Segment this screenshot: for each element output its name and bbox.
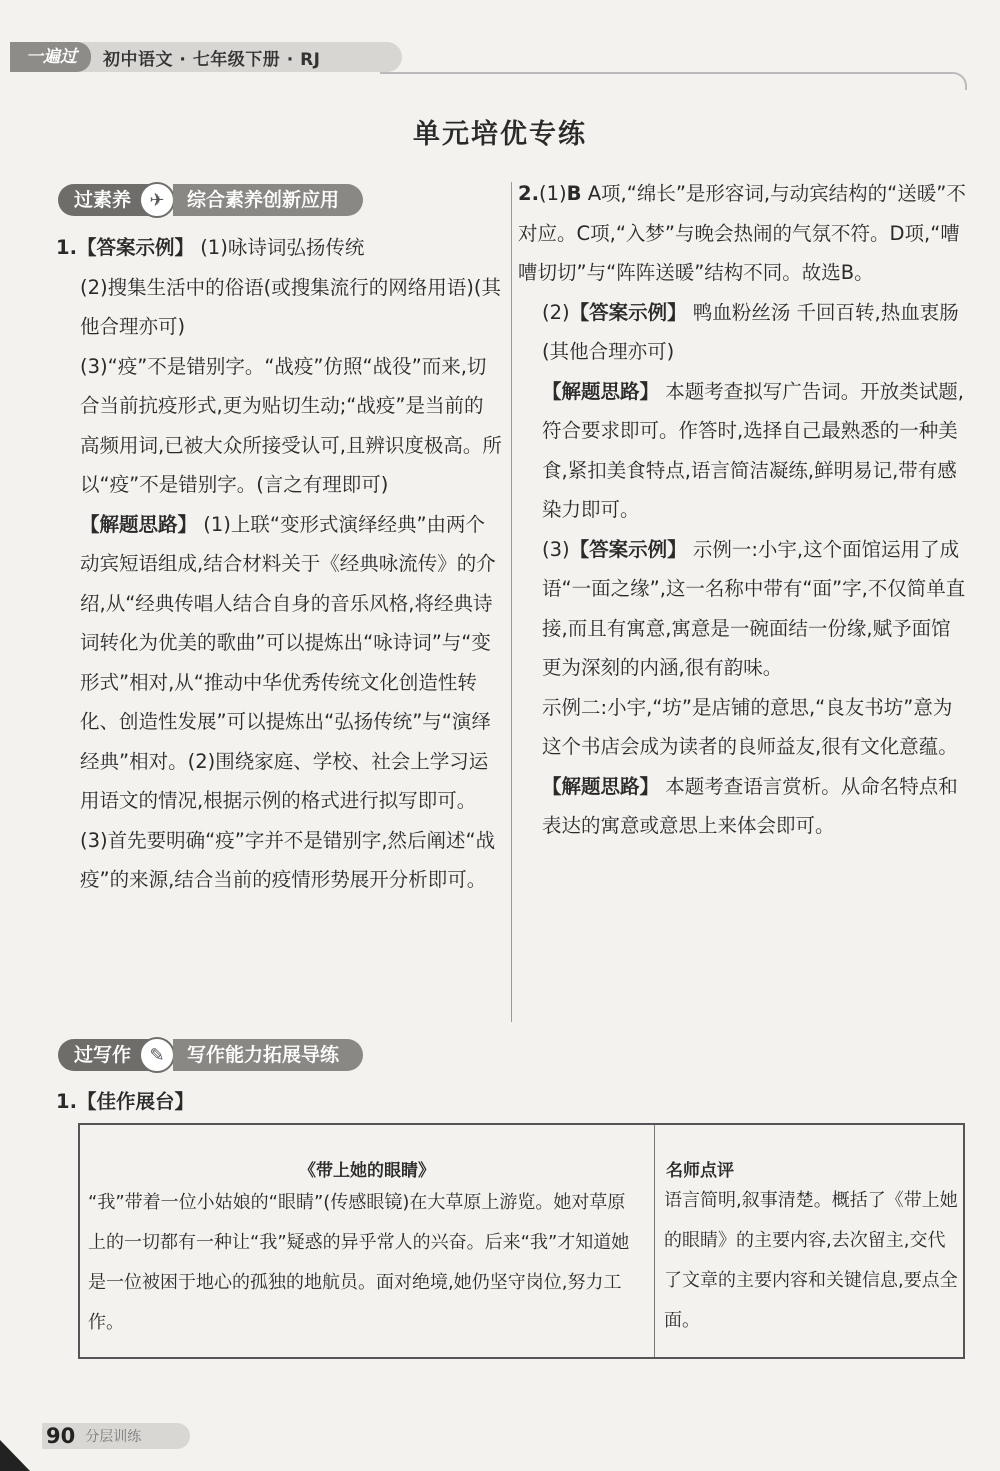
- analysis-text: (1)上联“变形式演绎经典”由两个动宾短语组成,结合材料关于《经典咏流传》的介绍,从“经典传唱人结合自身的音乐风格,将经典诗词转化为优美的歌曲”可以提炼出“咏诗词”与“变形式”相对,从“推动中华优秀传统文化创造性转化、创造性发展”可以提炼出“弘扬传统”与“演绎经典”相对。(2)围绕家庭、学校、社会上学习运用语文的情况,根据示例的格式进行拟写即可。(3)首先要明确“疫”字并不是错别字,然后阐述“战疫”的来源,结合当前的疫情形势展开分析即可。: [80, 512, 496, 891]
- analysis-paragraph: [56, 505, 502, 900]
- example-2: 示例二:小宇,“坊”是店铺的意思,“良友书坊”意为这个书店会成为读者的良师益友,很有文化意蕴。: [542, 695, 958, 758]
- banner-label: 过素养: [58, 184, 159, 216]
- analysis-text: 本题考查语言赏析。从命名特点和表达的寓意或意思上来体会即可。: [542, 774, 958, 837]
- review-title: 名师点评: [666, 1161, 734, 1181]
- analysis-text: 本题考查拟写广告词。开放类试题,符合要求即可。作答时,选择自己最熟悉的一种美食,紧扣美食特点,语言简洁凝练,鲜明易记,带有感染力即可。: [542, 379, 964, 521]
- analysis-tag: 【解题思路】: [80, 512, 198, 536]
- question-number: 1.: [56, 236, 77, 259]
- part-prefix: (2): [542, 300, 570, 324]
- essay-summary: “我”带着一位小姑娘的“眼睛”(传感眼镜)在大草原上游览。她对草原上的一切都有一种让“我”疑惑的异乎常人的兴奋。后来“我”才知道她是一位被困于地心的孤独的地航员。面对绝境,她仍坚守岗位,努力工作。: [88, 1192, 630, 1333]
- answer-example-tag: 【答案示例】: [569, 537, 687, 561]
- book-title: 初中语文 · 七年级下册 · RJ: [103, 49, 321, 70]
- page-number: 90: [46, 1424, 76, 1448]
- header-rule: [380, 72, 967, 90]
- analysis-tag: 【解题思路】: [542, 379, 660, 403]
- banner-subtitle: 写作能力拓展导练: [173, 1039, 363, 1071]
- answer-part-3: (3)“疫”不是错别字。“战疫”仿照“战役”而来,切合当前抗疫形式,更为贴切生动;“战疫”是当前的高频用词,已被大众所接受认可,且辨识度极高。所以“疫”不是错别字。(言之有理即可): [80, 354, 502, 496]
- essay-title: 《带上她的眼睛》: [299, 1161, 435, 1181]
- footer-tab: [42, 1423, 190, 1449]
- page-title: 单元培优专练: [413, 119, 587, 150]
- header-tab: [10, 42, 402, 72]
- right-column: [518, 174, 966, 846]
- question-2-part-2: [518, 293, 966, 372]
- part-1-text: A项,“绵长”是形容词,与动宾结构的“送暖”不对应。C项,“入梦”与晚会热闹的气氛不符。D项,“嘈嘈切切”与“阵阵送暖”结构不同。故选B。: [518, 182, 966, 284]
- banner-subtitle: 综合素养创新应用: [173, 184, 363, 216]
- answer-part-1: (1)咏诗词弘扬传统: [200, 236, 365, 259]
- question-2-part-3: [518, 530, 966, 688]
- brand-logo: 一遍过: [10, 42, 91, 72]
- part-2-analysis: [518, 372, 966, 530]
- part-2-text: 鸭血粉丝汤 千回百转,热血衷肠(其他合理亦可): [542, 300, 959, 363]
- answer-choice: B: [566, 182, 582, 205]
- answer-example-tag: 【答案示例】: [76, 236, 194, 259]
- question-number: 2.: [518, 182, 539, 205]
- writing-question: [56, 1082, 456, 1122]
- example-1: 示例一:小宇,这个面馆运用了成语“一面之缘”,这一名称中带有“面”字,不仅简单直接,而且有寓意,寓意是一碗面结一份缘,赋予面馆更为深刻的内涵,很有韵味。: [542, 537, 966, 679]
- left-column: [56, 228, 502, 900]
- banner-label: 过写作: [58, 1039, 159, 1071]
- part-prefix: (3): [542, 537, 570, 561]
- essay-showcase-box: [78, 1123, 965, 1359]
- section-banner-literacy: [58, 184, 363, 216]
- question-1-answer-line: [56, 228, 502, 268]
- answer-example-tag: 【答案示例】: [569, 300, 687, 324]
- answer-part-2: (2)搜集生活中的俗语(或搜集流行的网络用语)(其他合理亦可): [80, 275, 501, 338]
- section-banner-writing: [58, 1039, 363, 1071]
- question-2-part-1: [518, 174, 966, 293]
- column-divider: [511, 182, 512, 1022]
- footer-label: 分层训练: [85, 1429, 142, 1445]
- question-number: 1.: [56, 1090, 77, 1113]
- paper-plane-icon: ✈: [139, 182, 175, 218]
- part-prefix: (1): [538, 182, 567, 205]
- review-text: 语言简明,叙事清楚。概括了《带上她的眼睛》的主要内容,去次留主,交代了文章的主要内容和关键信息,要点全面。: [664, 1190, 958, 1331]
- essay-panel: [80, 1125, 655, 1357]
- pen-paper-icon: ✎: [139, 1037, 175, 1073]
- showcase-tag: 【佳作展台】: [76, 1090, 194, 1113]
- part-3-analysis: [518, 767, 966, 846]
- page-corner: [0, 1440, 30, 1471]
- analysis-tag: 【解题思路】: [542, 774, 660, 798]
